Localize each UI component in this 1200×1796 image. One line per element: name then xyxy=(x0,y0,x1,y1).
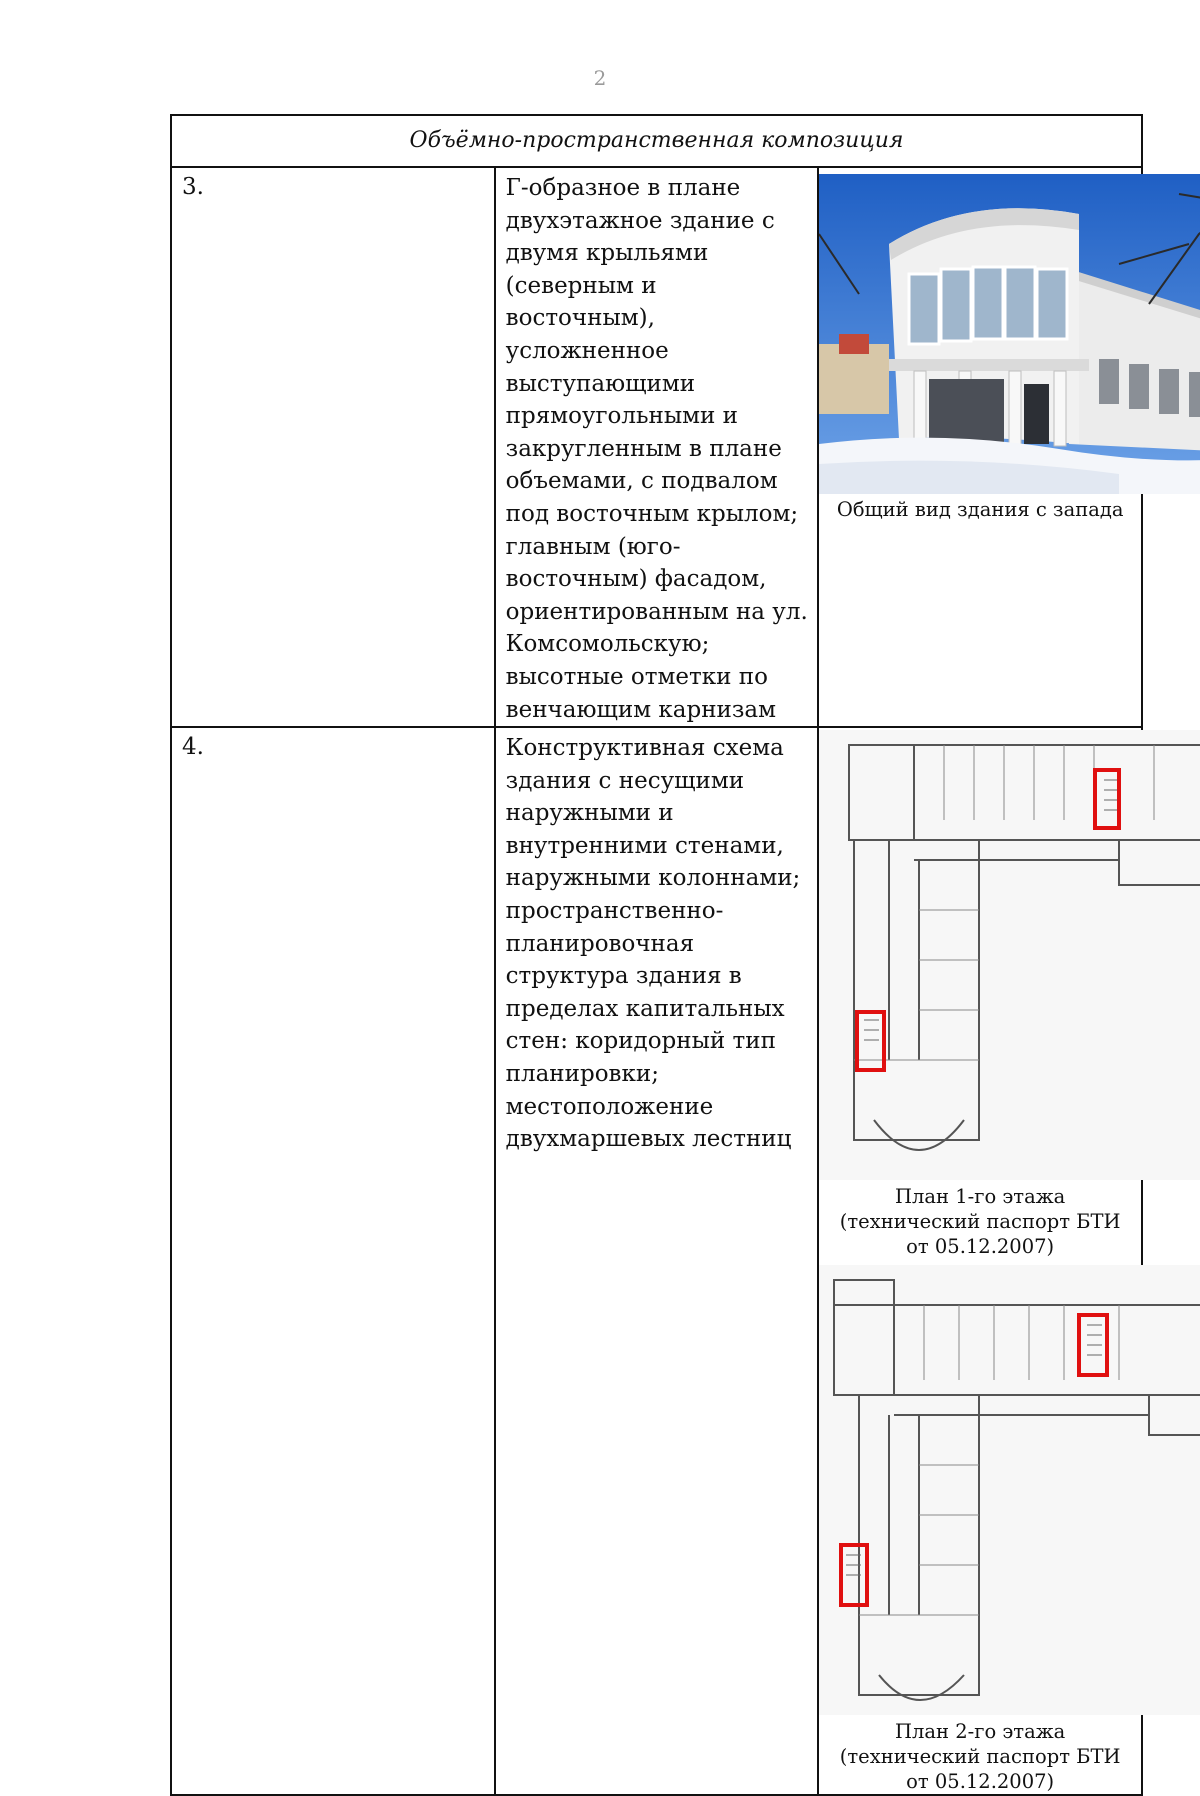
row-description: Конструктивная схема здания с несущими наружными и внутренними стенами, наружными колоннами; пространственно-планировочная структура здания в пределах капитальных стен: коридорный тип планировки; местоположение двухмаршевых лестниц xyxy=(495,727,819,1795)
plans-cell xyxy=(818,727,1142,1795)
page-number: 2 xyxy=(593,66,607,90)
document-table xyxy=(170,114,1143,1796)
photo-caption: Общий вид здания с запада xyxy=(836,498,1124,521)
section-header: Объёмно-пространственная композиция xyxy=(171,115,1142,167)
floor-plan-1 xyxy=(819,730,1200,1180)
table-row-3 xyxy=(171,167,1142,727)
row-number: 4. xyxy=(171,727,495,1795)
header-row xyxy=(171,115,1142,167)
floor-plan-2 xyxy=(819,1265,1200,1715)
plan1-caption: План 1-го этажа (технический паспорт БТИ от 05.12.2007) xyxy=(839,1185,1121,1259)
row-description: Г-образное в плане двухэтажное здание с двумя крыльями (северным и восточным), усложненное выступающими прямоугольными и закругленным в плане объемами, с подвалом под восточным крылом; главным (юго-восточным) фасадом, ориентированным на ул. Комсомольскую; высотные отметки по венчающим карнизам xyxy=(495,167,819,727)
table-row-4 xyxy=(171,727,1142,1795)
photo-cell xyxy=(818,167,1142,727)
row-number: 3. xyxy=(171,167,495,727)
plan2-caption: План 2-го этажа (технический паспорт БТИ от 05.12.2007) xyxy=(839,1720,1121,1794)
building-photo xyxy=(819,174,1200,494)
